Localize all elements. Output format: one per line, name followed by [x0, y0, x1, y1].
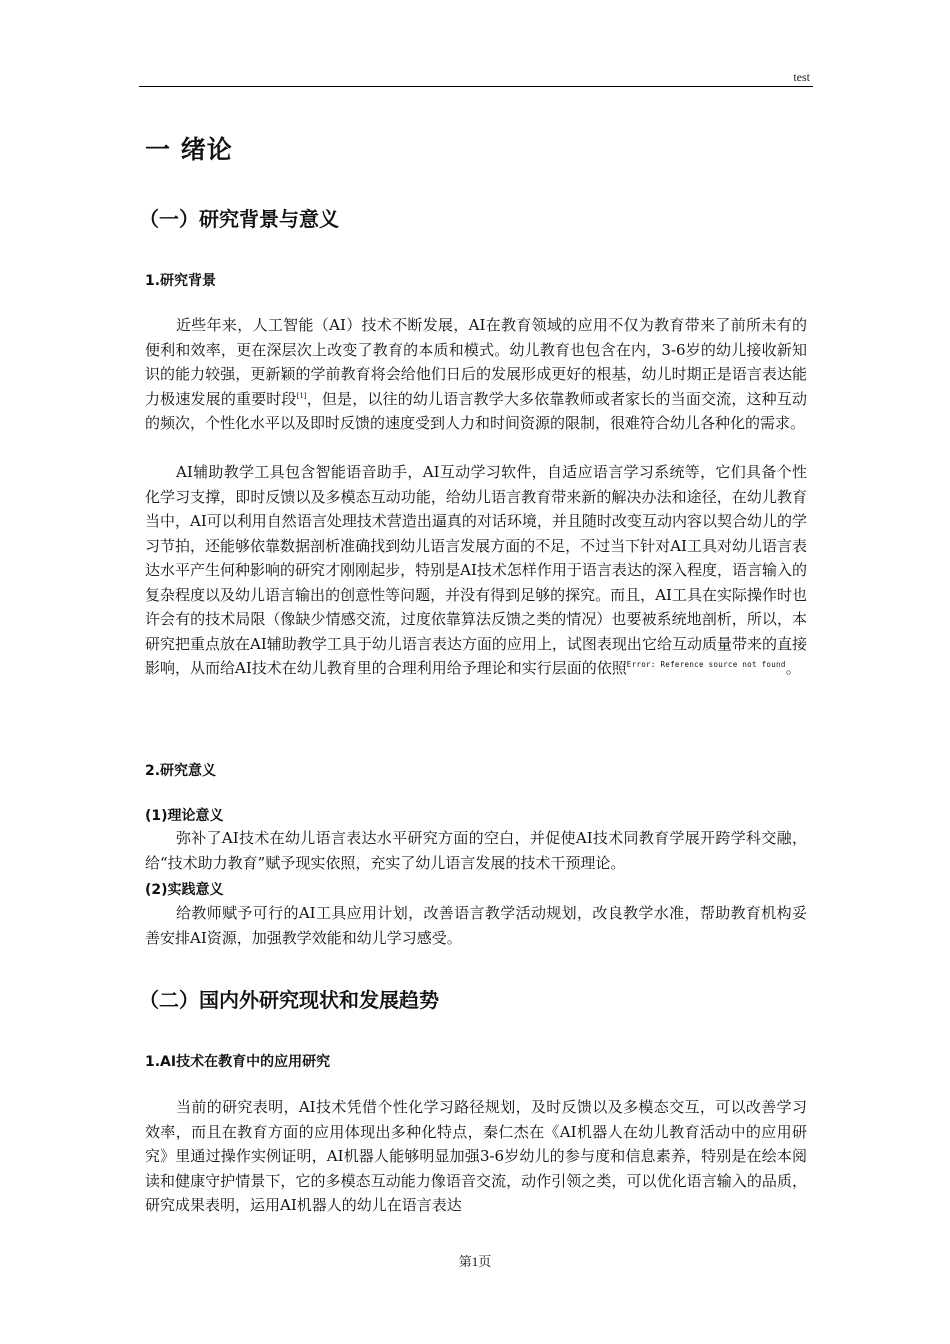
chapter-title: 一 绪论: [145, 135, 233, 164]
paragraph-theoretical: 弥补了AI技术在幼儿语言表达水平研究方面的空白，并促使AI技术同教育学展开跨学科交融，给“技术助力教育”赋予现实依照，充实了幼儿语言发展的技术干预理论。: [145, 829, 807, 872]
section-heading-background: （一）研究背景与意义: [139, 207, 339, 231]
header-divider: [139, 86, 813, 87]
reference-error-note: Error: Reference source not found: [626, 660, 786, 669]
paragraph-background-1: 近些年来，人工智能（AI）技术不断发展，AI在教育领域的应用不仅为教育带来了前所未有的便利和效率，更在深层次上改变了教育的本质和模式。幼儿教育也包含在内，3-6岁的幼儿接收新知识的能力较强，更新颖的学前教育将会给他们日后的发展形成更好的根基，幼儿时期正是语言表达能力极速发展的重要时段[1]，但是，以往的幼儿语言教学大多依靠教师或者家长的当面交流，这种互动的频次，个性化水平以及即时反馈的速度受到人力和时间资源的限制，很难符合幼儿各种化的需求。: [145, 316, 807, 432]
subheading-research-background: 1.研究背景: [145, 273, 217, 289]
paragraph-practical: 给教师赋予可行的AI工具应用计划，改善语言教学活动规划，改良教学水准，帮助教育机构妥善安排AI资源，加强教学效能和幼儿学习感受。: [145, 904, 807, 947]
subheading-research-significance: 2.研究意义: [145, 763, 217, 779]
subheading-theoretical: (1)理论意义: [145, 808, 224, 824]
subheading-practical: (2)实践意义: [145, 882, 224, 898]
page-number: 第1页: [458, 1254, 492, 1269]
paragraph-ai-in-education: 当前的研究表明，AI技术凭借个性化学习路径规划，及时反馈以及多模态交互，可以改善学习效率，而且在教育方面的应用体现出多种化特点，秦仁杰在《AI机器人在幼儿教育活动中的应用研究》里通过操作实例证明，AI机器人能够明显加强3-6岁幼儿的参与度和信息素养，特别是在绘本阅读和健康守护情景下，它的多模态互动能力像语音交流，动作引领之类，可以优化语言输入的品质，研究成果表明，运用AI机器人的幼儿在语言表达: [145, 1098, 807, 1214]
citation-marker: [1]: [296, 391, 307, 400]
subheading-ai-in-education: 1.AI技术在教育中的应用研究: [145, 1054, 331, 1070]
section-heading-status: （二）国内外研究现状和发展趋势: [139, 988, 439, 1012]
paragraph-background-2: AI辅助教学工具包含智能语音助手，AI互动学习软件，自适应语言学习系统等，它们具备个性化学习支撑，即时反馈以及多模态互动功能，给幼儿语言教育带来新的解决办法和途径，在幼儿教育当中，AI可以利用自然语言处理技术营造出逼真的对话环境，并且随时改变互动内容以契合幼儿的学习节拍，还能够依靠数据剖析准确找到幼儿语言发展方面的不足，不过当下针对AI工具对幼儿语言表达水平产生何种影响的研究才刚刚起步，特别是AI技术怎样作用于语言表达的深入程度，语言输入的复杂程度以及幼儿语言输出的创意性等问题，并没有得到足够的探究。而且，AI工具在实际操作时也许会有的技术局限（像缺少情感交流，过度依靠算法反馈之类的情况）也要被系统地剖析，所以，本研究把重点放在AI辅助教学工具于幼儿语言表达方面的应用上，试图表现出它给互动质量带来的直接影响，从而给AI技术在幼儿教育里的合理利用给予理论和实行层面的依照$^{Error: Reference source not found}$。: [145, 463, 807, 677]
page-header: test: [793, 70, 810, 84]
